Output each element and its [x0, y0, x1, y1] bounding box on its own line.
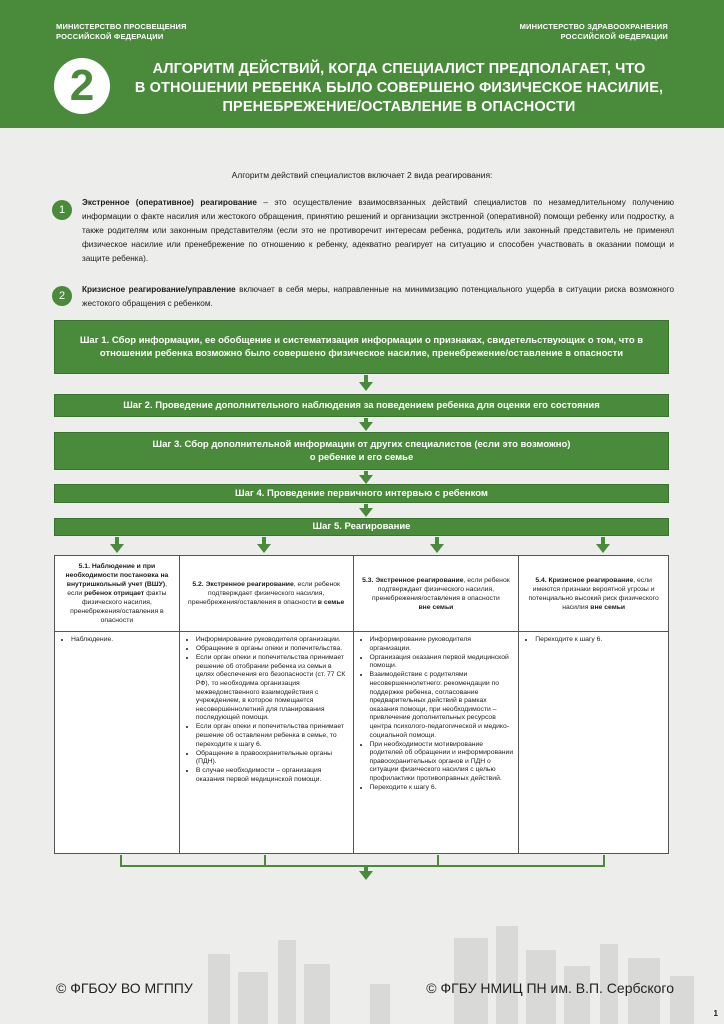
copyright-right: © ФГБУ НМИЦ ПН им. В.П. Сербского [426, 980, 674, 996]
page-title: АЛГОРИТМ ДЕЙСТВИЙ, КОГДА СПЕЦИАЛИСТ ПРЕДПОЛАГАЕТ, ЧТО В ОТНОШЕНИИ РЕБЕНКА БЫЛО СОВЕРШЕНО ФИЗИЧЕСКОЕ НАСИЛИЕ, ПРЕНЕБРЕЖЕНИЕ/ОСТАВЛЕНИЕ В ОПАСНОСТИ [134, 61, 664, 115]
table-header-row [55, 556, 669, 632]
table-header-cell-crisis: 5.4. Кризисное реагирование, если имеются признаки вероятной угрозы и потенциально высокий риск физического насилия вне семьи [519, 556, 669, 632]
table-row [55, 632, 669, 854]
arrow-down-icon [359, 382, 373, 391]
action-list [184, 636, 349, 785]
step-5: Шаг 5. Реагирование [54, 518, 669, 536]
intro-text: Алгоритм действий специалистов включает 2 вида реагирования: [231, 170, 493, 180]
list-item: • При необходимости мотивирование родителей об обращении и информировании правоохранительных органов и ПДН о ситуации физического насилия с целью профилактики противоправных действий. [370, 741, 515, 784]
skyline-decoration [200, 920, 724, 1024]
connector [120, 865, 605, 867]
step-1: Шаг 1. Сбор информации, ее обобщение и систематизация информации о признаках, свидетельствующих о том, что в отношении ребенка возможно было совершено физическое насилие, пренебрежение/оставление в опасности [54, 320, 669, 374]
table-header-cell-emergency-outside-family: 5.3. Экстренное реагирование, если ребенок подтверждает физического насилия, пренебрежения/оставления в опасности вне семьи [353, 556, 519, 632]
response-table [54, 555, 669, 854]
list-item: • Организация оказания первой медицинской помощи. [370, 654, 515, 671]
table-cell [179, 632, 353, 854]
point-text: – это осуществление взаимосвязанных действий специалистов по незамедлительному получению информации о факте насилия или жестокого обращения, принятию решений и организации экстренной (оперативной) помощи ребенку или подростку, а также родителям или законным представителям (если это не противоречит интересам ребенка, родитель или законный представитель не применял физическое насилие или пренебрежение по отношению к ребенку, адекватно реагирует на ситуацию и способен участвовать в оказании помощи и защите ребенка). [82, 198, 675, 263]
algorithm-number: 2 [54, 58, 110, 114]
list-item: • Если орган опеки и попечительства принимает решение об оставлении ребенка в семье, то переходите к шагу 6. [196, 723, 349, 749]
point-term: Кризисное реагирование/управление [82, 285, 236, 294]
list-item: • Наблюдение. [71, 636, 175, 645]
ministry-health: МИНИСТЕРСТВО ЗДРАВООХРАНЕНИЯ РОССИЙСКОЙ ФЕДЕРАЦИИ [519, 22, 668, 41]
action-list [523, 636, 664, 645]
point-term: Экстренное (оперативное) реагирование [82, 198, 257, 207]
ministry-education: МИНИСТЕРСТВО ПРОСВЕЩЕНИЯ РОССИЙСКОЙ ФЕДЕРАЦИИ [56, 22, 187, 41]
action-list [59, 636, 175, 645]
arrow-down-icon [257, 544, 271, 553]
step-2: Шаг 2. Проведение дополнительного наблюдения за поведением ребенка для оценки его состояния [54, 394, 669, 417]
arrow-down-icon [359, 422, 373, 431]
list-item: • Если орган опеки и попечительства принимает решение об отобрании ребенка из семьи в целях обеспечения его безопасности (ст. 77 СК РФ), то необходима организация межведомственного взаимодействия с учреждением, в которое помещается несовершеннолетний для планирования последующей помощи. [196, 654, 349, 723]
point-emergency [82, 196, 674, 266]
point-text: включает в себя меры, направленные на минимизацию потенциального ущерба в ситуации риска возможного жестокого обращения с ребенком. [82, 285, 674, 308]
list-item: • Переходите к шагу 6. [370, 784, 515, 793]
list-item: • Обращение в правоохранительные органы (ПДН). [196, 750, 349, 767]
arrow-down-icon [359, 871, 373, 880]
point-number-2: 2 [52, 286, 72, 306]
step-4: Шаг 4. Проведение первичного интервью с ребенком [54, 484, 669, 503]
action-list [358, 636, 515, 793]
list-item: • Информирование руководителя организации. [370, 636, 515, 653]
copyright-left: © ФГБОУ ВО МГППУ [56, 980, 193, 996]
list-item: • В случае необходимости – организация оказания первой медицинской помощи. [196, 767, 349, 784]
arrow-down-icon [359, 508, 373, 517]
page-number: 1 [713, 1009, 718, 1018]
table-header-cell-observation: 5.1. Наблюдение и при необходимости постановка на внутришкольный учет (ВШУ), если ребенок отрицает факты физического насилия, пренебрежения/оставления в опасности [55, 556, 180, 632]
list-item: • Переходите к шагу 6. [535, 636, 664, 645]
header-banner [0, 0, 724, 128]
arrow-down-icon [430, 544, 444, 553]
table-cell [353, 632, 519, 854]
arrow-down-icon [359, 475, 373, 484]
table-cell [55, 632, 180, 854]
point-number-1: 1 [52, 200, 72, 220]
table-header-cell-emergency-in-family: 5.2. Экстренное реагирование, если ребенок подтверждает физического насилия, пренебрежения/оставления в опасности в семье [179, 556, 353, 632]
arrow-down-icon [110, 544, 124, 553]
list-item: • Обращение в органы опеки и попечительства. [196, 645, 349, 654]
step-3: Шаг 3. Сбор дополнительной информации от других специалистов (если это возможно) о ребенке и его семье [54, 432, 669, 470]
list-item: • Взаимодействие с родителями несовершеннолетнего: рекомендации по поддержке ребенка, согласование предварительных действий в рамках оказания помощи, при необходимости – привлечение дополнительных ресурсов центра психолого-педагогической и медико-социальной помощи. [370, 671, 515, 740]
arrow-down-icon [596, 544, 610, 553]
list-item: • Информирование руководителя организации. [196, 636, 349, 645]
point-crisis [82, 283, 674, 311]
table-cell [519, 632, 669, 854]
